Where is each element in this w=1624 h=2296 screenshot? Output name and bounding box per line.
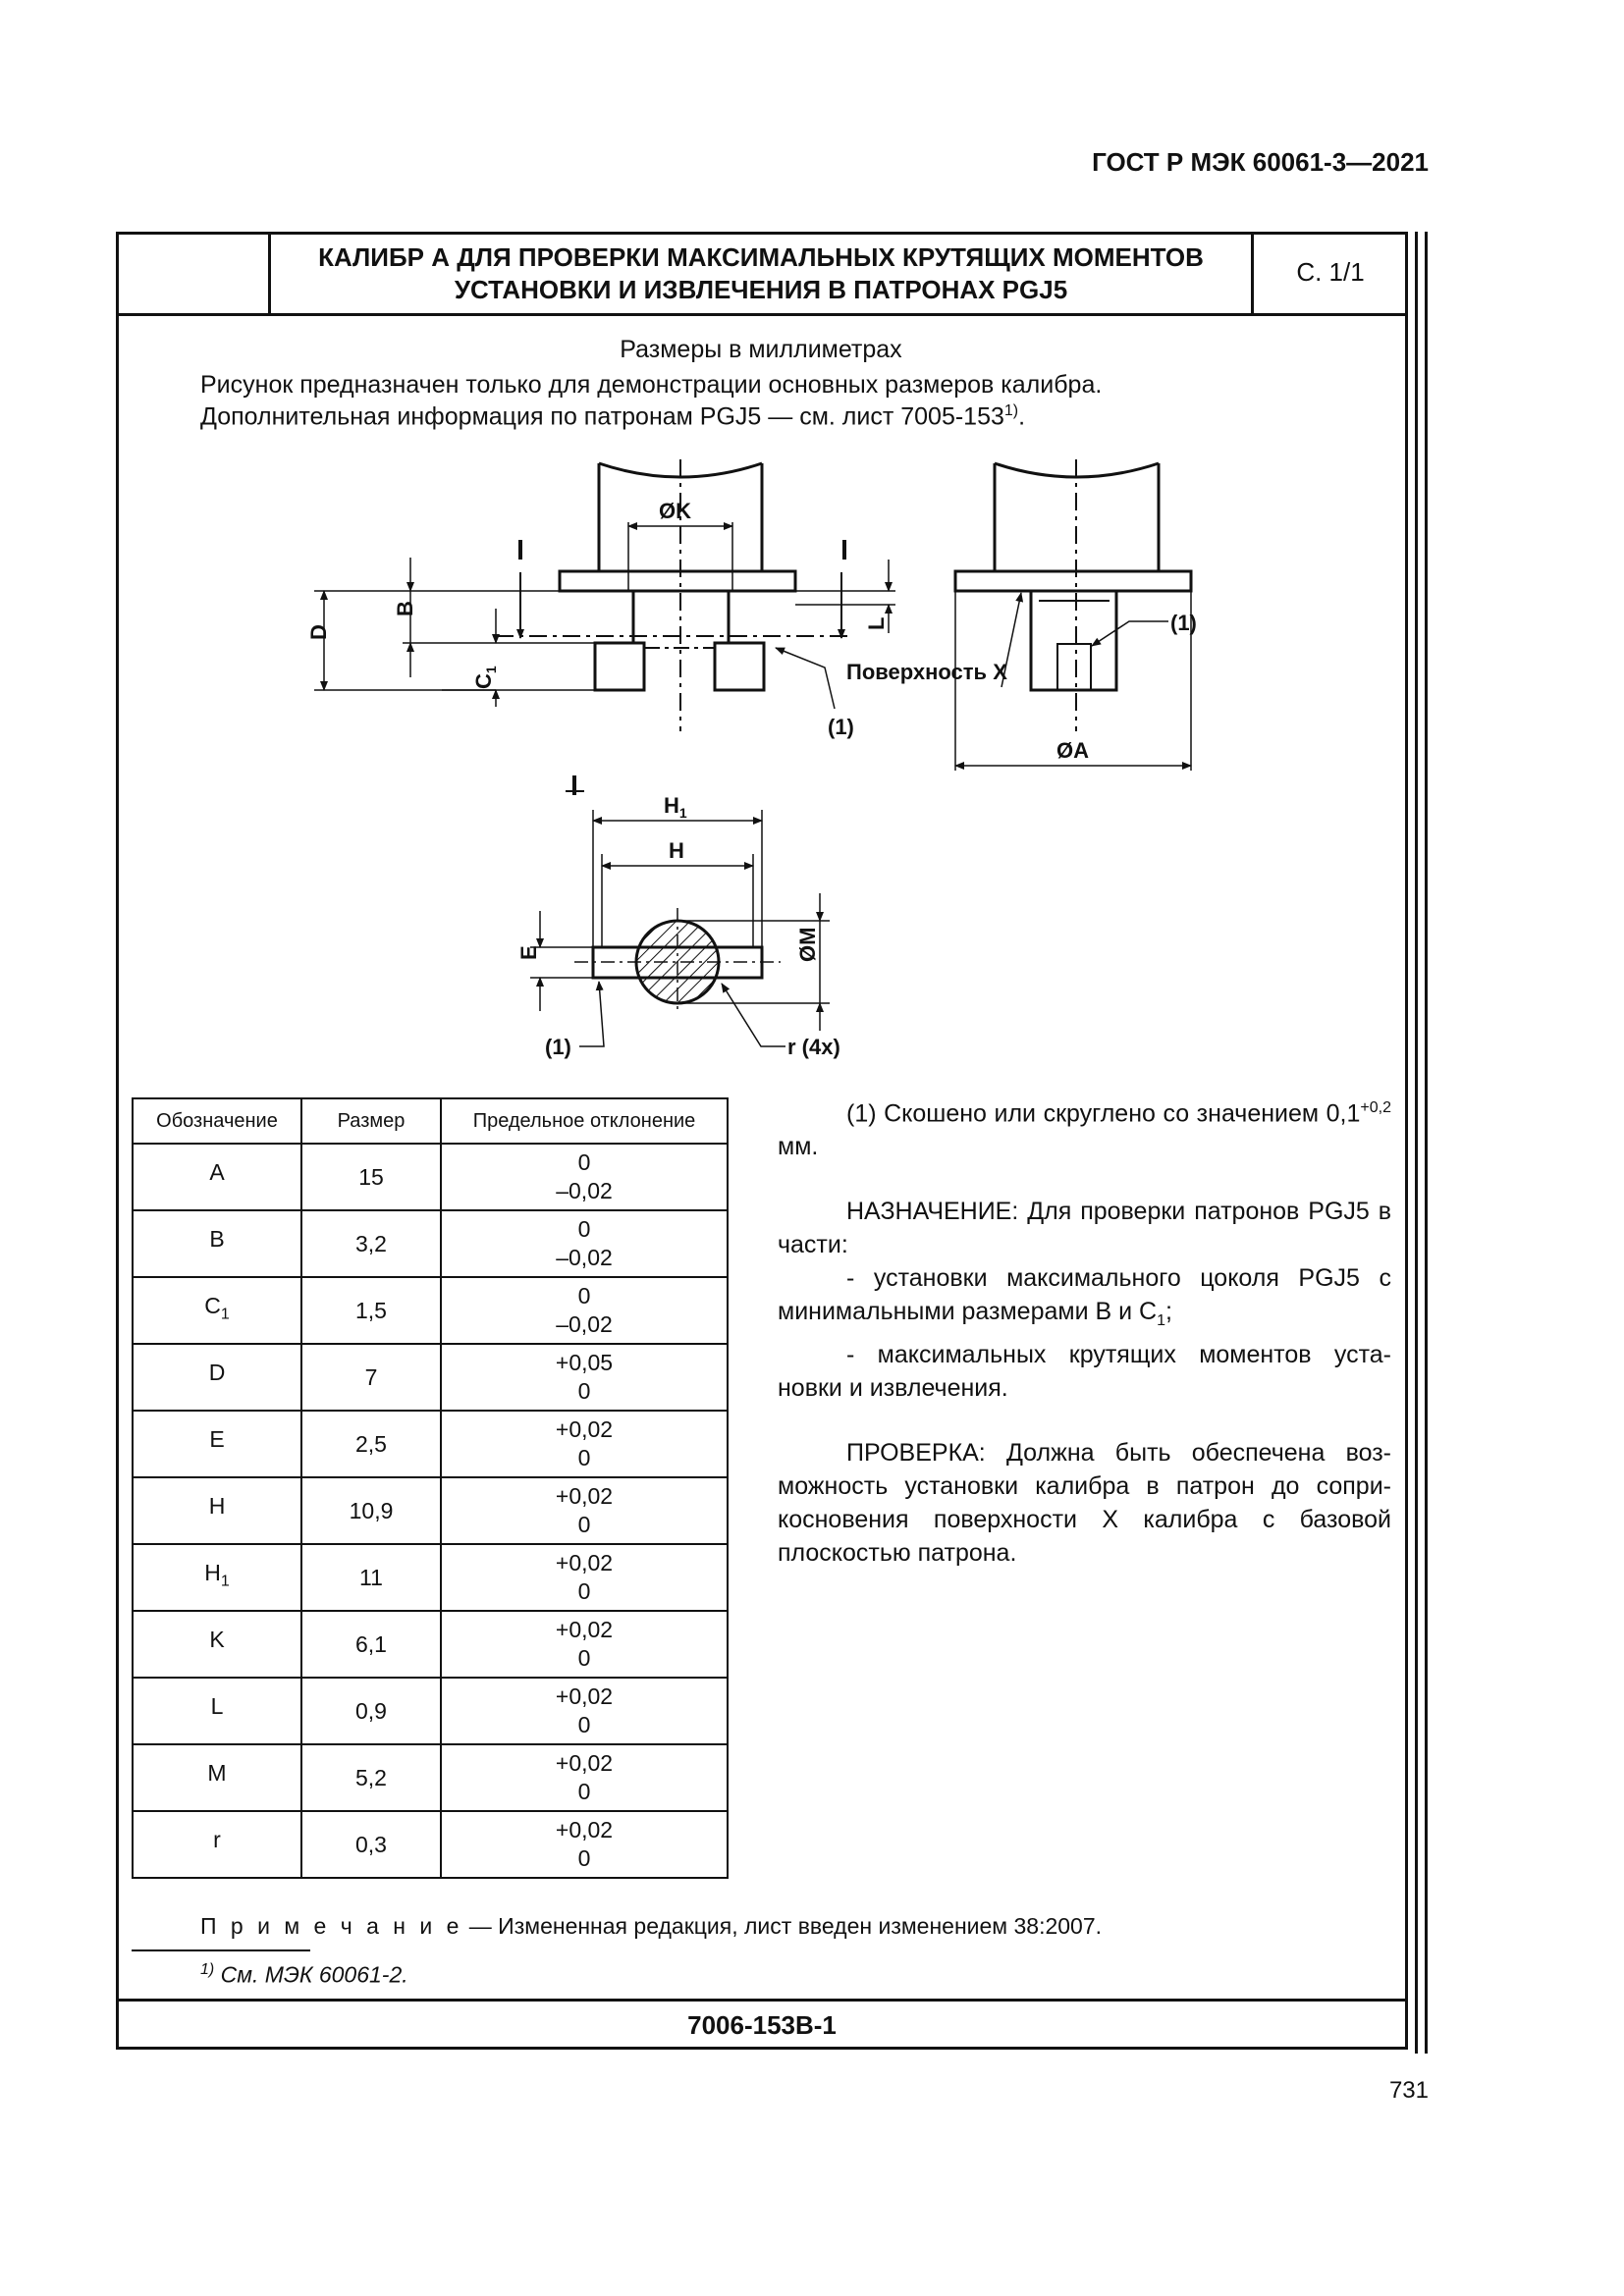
table-row — [133, 1210, 728, 1277]
side-view — [955, 459, 1191, 771]
cell-symbol — [133, 1477, 301, 1544]
cell-tolerance — [441, 1144, 728, 1210]
front-view — [314, 459, 895, 731]
tolerance-upper: +0,02 — [555, 1683, 614, 1709]
label-ref1-front: (1) — [828, 715, 854, 739]
notes-block — [778, 1092, 1391, 1601]
tolerance-upper: +0,02 — [555, 1617, 614, 1642]
cell-size: 6,1 — [301, 1611, 441, 1678]
footnote-mark: 1) — [200, 1961, 215, 1978]
units-note: Размеры в миллиметрах — [620, 336, 902, 363]
table-row — [133, 1144, 728, 1210]
cell-tolerance — [441, 1678, 728, 1744]
footnote — [200, 1961, 408, 1989]
table-row — [133, 1544, 728, 1611]
symbol: A — [209, 1159, 225, 1186]
label-h1-sub: 1 — [678, 805, 687, 821]
side-body — [1031, 591, 1116, 690]
footnote-rule — [132, 1949, 310, 1951]
table-body — [133, 1144, 728, 1878]
note-purpose — [778, 1195, 1391, 1405]
tolerance-lower: 0 — [577, 1512, 591, 1537]
remark — [200, 1913, 1102, 1940]
symbol: r — [213, 1827, 221, 1853]
side-flange — [955, 571, 1191, 591]
table-row — [133, 1611, 728, 1678]
footnote-ref: 1) — [1003, 402, 1019, 419]
bottom-rule — [116, 1999, 1408, 2002]
cell-size: 2,5 — [301, 1411, 441, 1477]
label-e: E — [516, 945, 541, 960]
sheet-code: 7006-153B-1 — [687, 2010, 837, 2040]
symbol-sub: 1 — [220, 1573, 230, 1590]
sheet-title-line: КАЛИБР А ДЛЯ ПРОВЕРКИ МАКСИМАЛЬНЫХ КРУТЯЩИХ МОМЕНТОВ — [318, 242, 1204, 272]
label-h1 — [664, 793, 687, 821]
cell-symbol — [133, 1411, 301, 1477]
cell-tolerance — [441, 1477, 728, 1544]
tolerance-upper: +0,05 — [555, 1350, 614, 1375]
label-dm: ØM — [795, 927, 820, 962]
cell-tolerance — [441, 1544, 728, 1611]
tolerance-lower: –0,02 — [556, 1311, 613, 1337]
tolerance-lower: 0 — [577, 1578, 591, 1604]
cell-symbol — [133, 1678, 301, 1744]
cell-tolerance — [441, 1277, 728, 1344]
symbol: C — [204, 1293, 221, 1319]
table-row — [133, 1744, 728, 1811]
cell-symbol — [133, 1144, 301, 1210]
tolerance-upper: 0 — [577, 1149, 591, 1175]
cell-size: 1,5 — [301, 1277, 441, 1344]
cell-symbol — [133, 1811, 301, 1878]
label-b: B — [393, 601, 417, 616]
column-header: Предельное отклонение — [441, 1098, 728, 1144]
cell-size: 5,2 — [301, 1744, 441, 1811]
note-chamfer-tolerance: +0,2 — [1360, 1099, 1391, 1116]
label-l: L — [864, 616, 889, 630]
note-chamfer-text: (1) Скошено или скруглено со значением 0,1 — [846, 1099, 1361, 1128]
label-da: ØA — [1056, 738, 1089, 763]
cell-size: 11 — [301, 1544, 441, 1611]
tolerance-lower: 0 — [577, 1845, 591, 1871]
tolerance-lower: 0 — [577, 1645, 591, 1671]
table-row — [133, 1344, 728, 1411]
note-chamfer-unit: мм. — [778, 1133, 819, 1161]
side-key — [1057, 644, 1091, 690]
note-purpose-sub: 1 — [1157, 1312, 1165, 1330]
cell-symbol — [133, 1544, 301, 1611]
dimensions-table — [132, 1097, 729, 1879]
standard-designation: ГОСТ Р МЭК 60061-3—2021 — [1092, 147, 1429, 177]
tolerance-upper: 0 — [577, 1216, 591, 1242]
cell-symbol — [133, 1611, 301, 1678]
symbol: H — [208, 1493, 226, 1520]
cell-symbol — [133, 1277, 301, 1344]
label-d: D — [306, 624, 331, 640]
table-row — [133, 1277, 728, 1344]
tolerance-upper: +0,02 — [555, 1817, 614, 1842]
note-purpose-line: - максимальных крутящих моментов уста-новки и извлечения. — [778, 1341, 1391, 1403]
label-surface-x: Поверхность X — [846, 660, 1007, 684]
sheet-title-line: УСТАНОВКИ И ИЗВЛЕЧЕНИЯ В ПАТРОНАХ PGJ5 — [454, 275, 1068, 304]
remark-text: — Измененная редакция, лист введен изменением 38:2007. — [462, 1913, 1103, 1939]
cell-size: 3,2 — [301, 1210, 441, 1277]
front-pin-left — [595, 643, 644, 690]
symbol-sub: 1 — [220, 1306, 230, 1323]
cell-symbol — [133, 1344, 301, 1411]
table-row — [133, 1477, 728, 1544]
tolerance-upper: +0,02 — [555, 1550, 614, 1575]
column-header: Обозначение — [133, 1098, 301, 1144]
symbol: D — [208, 1360, 226, 1386]
note-chamfer — [778, 1092, 1391, 1163]
symbol: H — [204, 1560, 221, 1586]
cell-symbol — [133, 1210, 301, 1277]
tolerance-upper: +0,02 — [555, 1750, 614, 1776]
label-c1 — [471, 666, 499, 689]
front-pin-right — [715, 643, 764, 690]
table-row — [133, 1811, 728, 1878]
cell-size: 0,3 — [301, 1811, 441, 1878]
cell-size: 0,9 — [301, 1678, 441, 1744]
intro-text-end: . — [1018, 402, 1026, 431]
column-header: Размер — [301, 1098, 441, 1144]
cell-size: 7 — [301, 1344, 441, 1411]
symbol: K — [209, 1627, 225, 1653]
footnote-text: См. МЭК 60061-2. — [214, 1961, 408, 1988]
intro-text-part: Дополнительная информация по патронам PGJ5 — см. лист 7005-153 — [200, 402, 1004, 431]
note-purpose-line: НАЗНАЧЕНИЕ: Для проверки патронов PGJ5 в части: — [778, 1198, 1391, 1259]
label-ref1-section: (1) — [545, 1035, 571, 1059]
symbol: M — [207, 1760, 227, 1787]
note-purpose-line — [778, 1261, 1391, 1338]
cell-tolerance — [441, 1344, 728, 1411]
page-number: 731 — [1388, 2077, 1429, 2104]
tolerance-lower: 0 — [577, 1779, 591, 1804]
label-r4x: r (4x) — [787, 1035, 840, 1059]
cell-tolerance — [441, 1411, 728, 1477]
label-dk: ØK — [659, 499, 691, 523]
tolerance-upper: 0 — [577, 1283, 591, 1308]
sheet-number: С. 1/1 — [1296, 257, 1365, 287]
tolerance-upper: +0,02 — [555, 1483, 614, 1509]
cell-tolerance — [441, 1210, 728, 1277]
tolerance-lower: 0 — [577, 1378, 591, 1404]
cell-size: 10,9 — [301, 1477, 441, 1544]
note-purpose-text: - установки максимального цоколя PGJ5 с минимальными размерами B и C — [778, 1264, 1391, 1326]
tolerance-lower: 0 — [577, 1445, 591, 1470]
label-h1-main: H — [664, 793, 679, 818]
table-header-row — [133, 1098, 728, 1144]
tolerance-lower: –0,02 — [556, 1178, 613, 1203]
tolerance-lower: –0,02 — [556, 1245, 613, 1270]
table-row — [133, 1678, 728, 1744]
symbol: E — [209, 1426, 225, 1453]
remark-label: П р и м е ч а н и е — [200, 1913, 463, 1939]
label-ref1-side: (1) — [1170, 611, 1197, 635]
tolerance-upper: +0,02 — [555, 1416, 614, 1442]
symbol: L — [210, 1693, 224, 1720]
label-c1-main: C — [471, 673, 496, 689]
front-flange — [560, 571, 795, 591]
cell-tolerance — [441, 1811, 728, 1878]
intro-text: Рисунок предназначен только для демонстрации основных размеров калибра. — [200, 371, 1103, 399]
label-h: H — [669, 838, 684, 863]
note-purpose-end: ; — [1164, 1298, 1172, 1326]
cell-symbol — [133, 1744, 301, 1811]
gauge-drawing — [0, 0, 1624, 1080]
cell-tolerance — [441, 1611, 728, 1678]
label-c1-sub: 1 — [483, 666, 499, 674]
symbol: B — [209, 1226, 225, 1253]
table-row — [133, 1411, 728, 1477]
cell-size: 15 — [301, 1144, 441, 1210]
cell-tolerance — [441, 1744, 728, 1811]
tolerance-lower: 0 — [577, 1712, 591, 1737]
note-check: ПРОВЕРКА: Должна быть обеспечена воз-можность установки калибра в патрон до сопри-косновения поверхности X калибра с базовой плоскостью патрона. — [778, 1439, 1391, 1568]
